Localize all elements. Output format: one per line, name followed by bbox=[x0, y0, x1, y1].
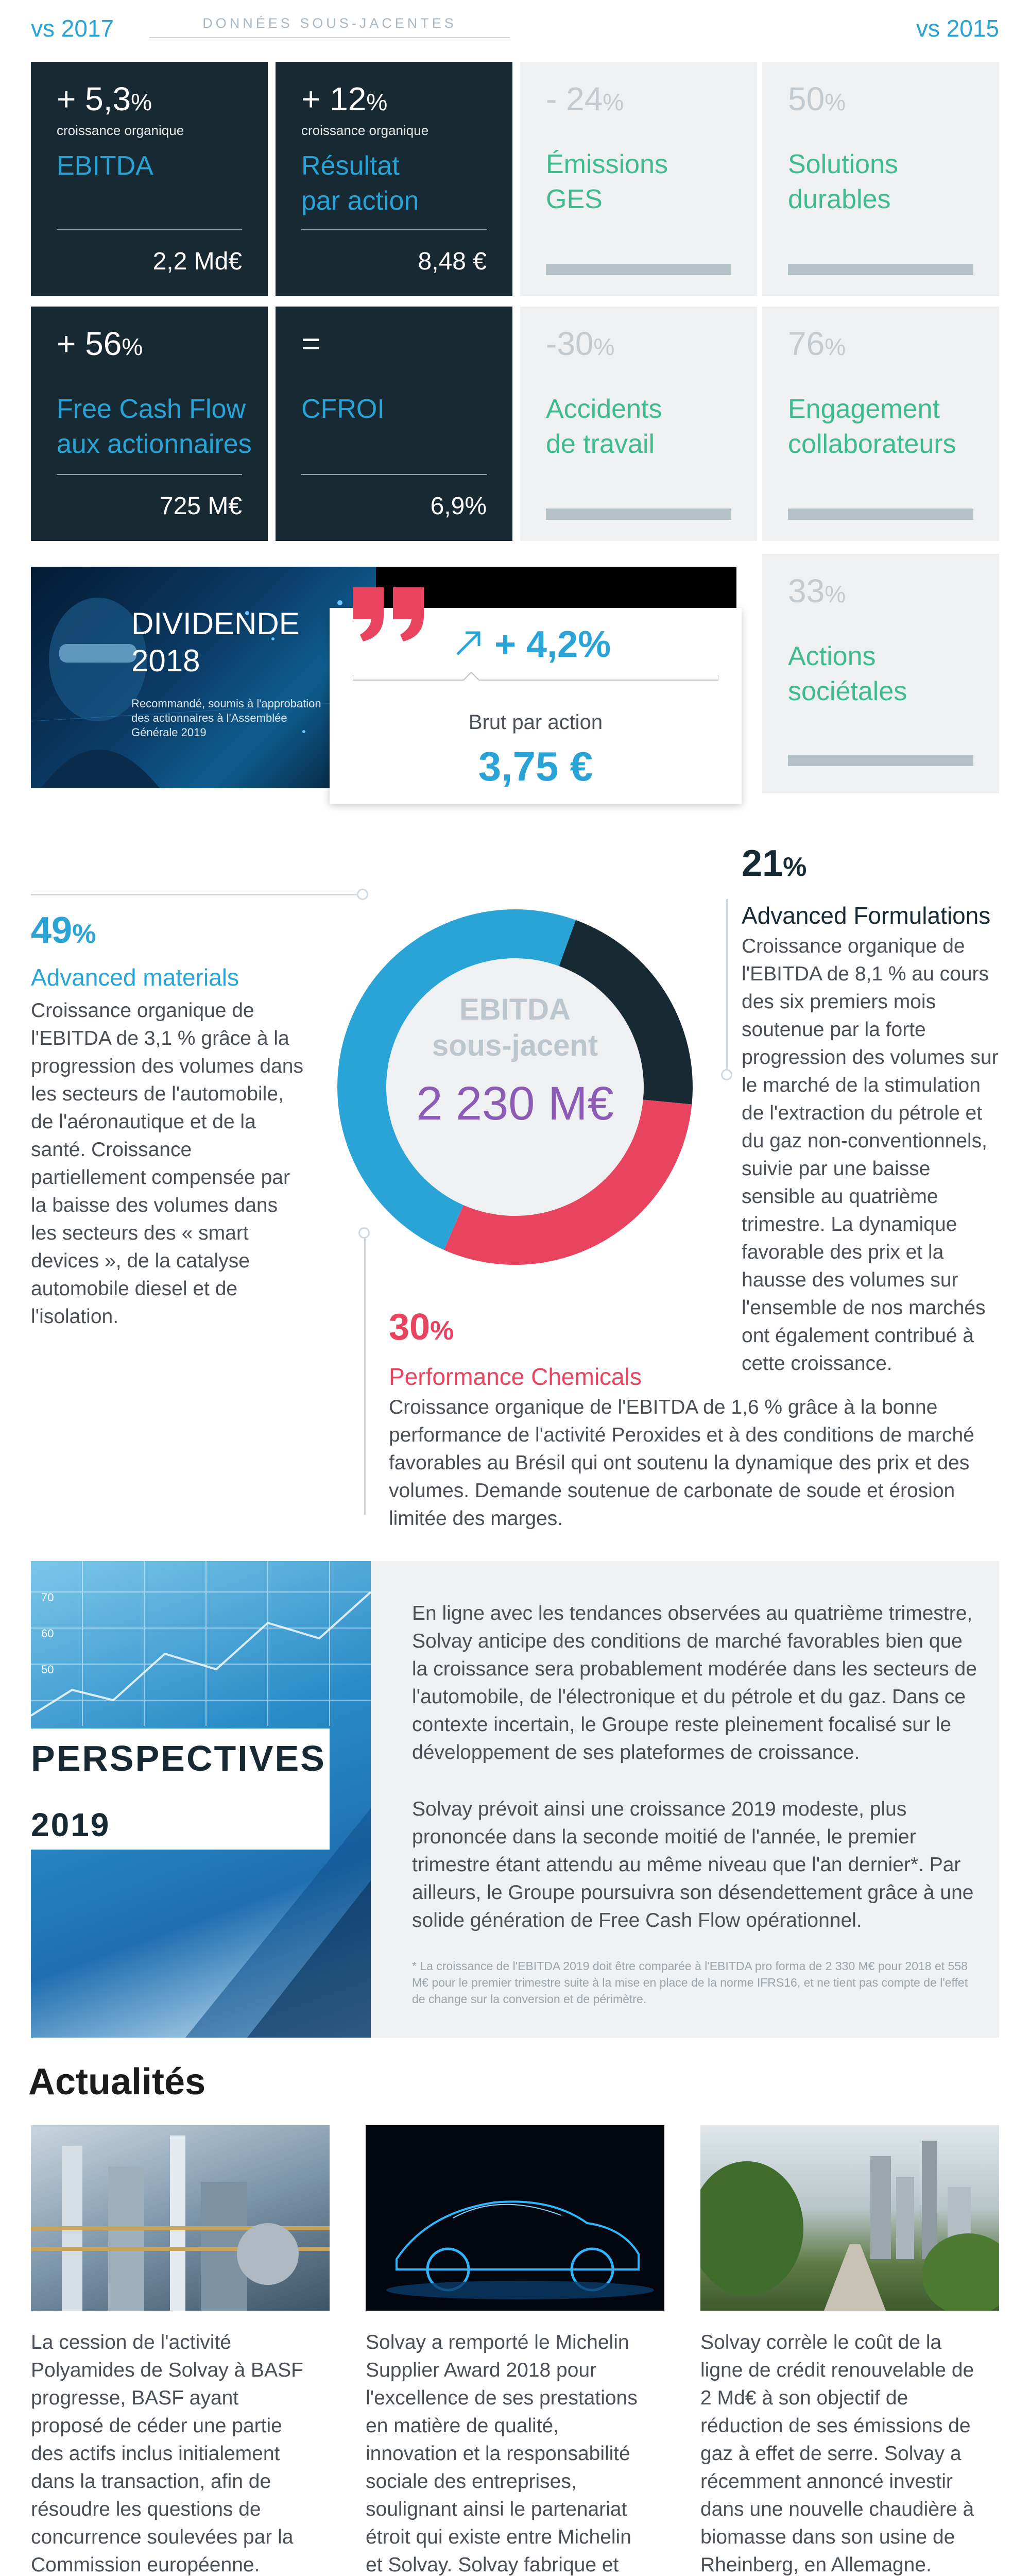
kpi-unit: % bbox=[825, 333, 846, 360]
kpi-unit: % bbox=[603, 89, 624, 115]
news-text-2: Solvay a remporté le Michelin Supplier Award 2018 pour l'excellence de ses prestations en matière de qualité, innovation et la responsabilité sociale des entreprises, soulignant ainsi le partenariat étroit qui existe entre Michelin et Solvay. Solvay fabrique et bbox=[366, 2331, 638, 2576]
leader-line bbox=[726, 899, 728, 1074]
donut-center-value: 2 230 M€ bbox=[416, 1077, 614, 1130]
kpi-label: Accidents bbox=[546, 394, 662, 424]
kpi-unit: % bbox=[122, 333, 143, 360]
segment-unit: % bbox=[783, 852, 807, 882]
kpi-amount: 6,9% bbox=[430, 493, 487, 520]
kpi-bar bbox=[788, 509, 973, 520]
kpi-value: - 24 bbox=[546, 80, 603, 117]
dividend-title: DIVIDENDE bbox=[131, 606, 300, 641]
segment-text: Croissance organique de l'EBITDA de 8,1 % au cours des six premiers mois soutenue par la forte progression des volumes sur le marché de la stimulation de l'extraction du pétrole et du gaz non-conventionnels, suivie par une baisse sensible au quatrième trimestre. La dynamique favorable des prix et la hausse des volumes sur l'ensemble de nos marchés ont également contribué à cette croissance. bbox=[742, 935, 999, 1375]
kpi-tile-accidents bbox=[520, 307, 757, 541]
segment-unit: % bbox=[430, 1316, 454, 1346]
kpi-label-2: de travail bbox=[546, 429, 655, 459]
kpi-label: Solutions bbox=[788, 149, 898, 179]
segment-pct: 30 bbox=[389, 1307, 431, 1348]
news-text-1: La cession de l'activité Polyamides de Solvay à BASF progresse, BASF ayant proposé de céder une partie des actifs inclus initialement dans la transaction, afin de résoudre les questions de concurrence soulevées par la Commission européenne. bbox=[31, 2331, 303, 2576]
kpi-tile-ebitda bbox=[31, 62, 268, 296]
segment-title: Advanced Formulations bbox=[742, 902, 991, 929]
divider bbox=[301, 474, 487, 475]
divider bbox=[57, 229, 242, 230]
segment-pct: 49 bbox=[31, 910, 73, 951]
kpi-value: + 12 bbox=[301, 80, 367, 117]
kpi-amount: 2,2 Md€ bbox=[152, 248, 242, 275]
section-title: DONNÉES SOUS-JACENTES bbox=[202, 15, 457, 31]
kpi-tile-solutions-durables bbox=[762, 62, 999, 296]
kpi-tile-resultat-par-action bbox=[276, 62, 512, 296]
donut-center-subtitle: sous-jacent bbox=[432, 1029, 598, 1062]
kpi-bar bbox=[788, 755, 973, 766]
kpi-sub: croissance organique bbox=[301, 123, 429, 138]
donut-center-title: EBITDA bbox=[459, 993, 571, 1026]
kpi-label: Engagement bbox=[788, 394, 940, 424]
kpi-label-2: par action bbox=[301, 186, 419, 216]
segment-title: Performance Chemicals bbox=[389, 1363, 642, 1390]
news-text-3: Solvay corrèle le coût de la ligne de crédit renouvelable de 2 Md€ à son objectif de réduction de ses émissions de gaz à effet de serre. Solvay a récemment annoncé investir dans une nouvelle chaudière à biomasse dans son usine de Rheinberg, en Allemagne. bbox=[700, 2331, 974, 2576]
kpi-unit: % bbox=[593, 333, 615, 360]
perspectives-title: PERSPECTIVES bbox=[31, 1738, 326, 1778]
kpi-value: 33 bbox=[788, 572, 825, 609]
kpi-label-2: sociétales bbox=[788, 676, 907, 706]
kpi-tile-engagement bbox=[762, 307, 999, 541]
news-heading: Actualités bbox=[28, 2061, 206, 2103]
dividend-year: 2018 bbox=[131, 643, 200, 678]
dividend-note: Recommandé, soumis à l'approbation des actionnaires à l'Assemblée Générale 2019 bbox=[131, 697, 321, 739]
segment-text: Croissance organique de l'EBITDA de 3,1 % grâce à la progression des volumes dans les secteurs de l'automobile, de l'aéronautique et de la santé. Croissance partiellement compensée par la baisse des volumes dans les secteurs des « smart devices », de la catalyse automobile diesel et de l'isolation. bbox=[31, 999, 303, 1328]
kpi-value: + 5,3 bbox=[57, 80, 131, 117]
vs-2017-label: vs 2017 bbox=[31, 15, 114, 42]
dividend-growth: + 4,2% bbox=[494, 624, 611, 665]
divider bbox=[149, 37, 510, 38]
kpi-bar bbox=[546, 509, 731, 520]
dividend-photo bbox=[31, 567, 376, 788]
kpi-unit: % bbox=[131, 89, 152, 115]
kpi-value: 50 bbox=[788, 80, 825, 117]
kpi-tile-actions-societales bbox=[762, 554, 999, 793]
kpi-tile-emissions-ges bbox=[520, 62, 757, 296]
kpi-label: Actions bbox=[788, 641, 876, 671]
kpi-value: 76 bbox=[788, 325, 825, 362]
kpi-value: -30 bbox=[546, 325, 594, 362]
perspectives-paragraph-1: En ligne avec les tendances observées au quatrième trimestre, Solvay anticipe des conditions de marché favorables bien que la croissance sera probablement modérée dans les secteurs de l'automobile, de l'électronique et du pétrole et du gaz. Dans ce contexte incertain, le Groupe reste pleinement focalisé sur le développement de ses plateformes de croissance. bbox=[412, 1602, 977, 1764]
kpi-label-2: aux actionnaires bbox=[57, 429, 252, 459]
kpi-unit: % bbox=[825, 89, 846, 115]
segment-title: Advanced materials bbox=[31, 964, 239, 991]
chart-tick: 70 bbox=[41, 1591, 54, 1604]
divider bbox=[57, 474, 242, 475]
perspectives-footnote: * La croissance de l'EBITDA 2019 doit être comparée à l'EBITDA pro forma de 2 330 M€ pour 2018 et 558 M€ pour le premier trimestre suite à la mise en place de la norme IFRS16, et ne tient pas compte de l'effet de change sur la conversion et de périmètre. bbox=[412, 1959, 968, 2006]
kpi-sub: croissance organique bbox=[57, 123, 184, 138]
kpi-label-2: durables bbox=[788, 184, 891, 214]
arrow-up-right-icon bbox=[453, 628, 484, 658]
kpi-bar bbox=[788, 264, 973, 275]
dividend-band bbox=[376, 567, 736, 611]
kpi-bar bbox=[546, 264, 731, 275]
perspectives-paragraph-2: Solvay prévoit ainsi une croissance 2019 modeste, plus prononcée dans la seconde moitié de l'année, le premier trimestre étant attendu au même niveau que l'an dernier*. Par ailleurs, le Groupe poursuivra son désendettement grâce à une solide génération de Free Cash Flow opérationnel. bbox=[412, 1798, 974, 1931]
dividend-label: Brut par action bbox=[468, 711, 603, 734]
dividend-amount: 3,75 € bbox=[478, 743, 593, 789]
kpi-value: = bbox=[301, 325, 321, 362]
kpi-amount: 8,48 € bbox=[418, 248, 487, 275]
news-image-city bbox=[700, 2125, 999, 2311]
news-image-plant bbox=[31, 2125, 330, 2311]
kpi-amount: 725 M€ bbox=[159, 493, 242, 520]
perspectives-year: 2019 bbox=[31, 1806, 111, 1843]
kpi-value: + 56 bbox=[57, 325, 122, 362]
segment-unit: % bbox=[72, 919, 96, 949]
kpi-unit: % bbox=[825, 581, 846, 607]
kpi-label: Résultat bbox=[301, 151, 400, 181]
vs-2015-label: vs 2015 bbox=[916, 15, 999, 42]
dividend-card bbox=[330, 608, 742, 804]
kpi-tile-free-cash-flow bbox=[31, 307, 268, 541]
segment-pct: 21 bbox=[742, 843, 783, 884]
divider bbox=[301, 229, 487, 230]
leader-dot bbox=[721, 1069, 732, 1080]
leader-line bbox=[31, 894, 363, 895]
kpi-label-2: GES bbox=[546, 184, 603, 214]
kpi-label-2: collaborateurs bbox=[788, 429, 956, 459]
news-image-car bbox=[366, 2125, 664, 2311]
chart-tick: 60 bbox=[41, 1627, 54, 1640]
kpi-label: EBITDA bbox=[57, 151, 153, 181]
kpi-label: Émissions bbox=[546, 149, 668, 179]
kpi-tile-cfroi bbox=[276, 307, 512, 541]
chart-tick: 50 bbox=[41, 1663, 54, 1676]
kpi-label: CFROI bbox=[301, 394, 385, 424]
kpi-label: Free Cash Flow bbox=[57, 394, 246, 424]
segment-text: Croissance organique de l'EBITDA de 1,6 % grâce à la bonne performance de l'activité Peroxides et à des conditions de marché favorables au Brésil qui ont soutenu la dynamique des prix et des volumes. Demande soutenue de carbonate de soude et érosion limitée des marges. bbox=[389, 1396, 974, 1530]
kpi-unit: % bbox=[366, 89, 388, 115]
quote-icon bbox=[353, 587, 430, 644]
